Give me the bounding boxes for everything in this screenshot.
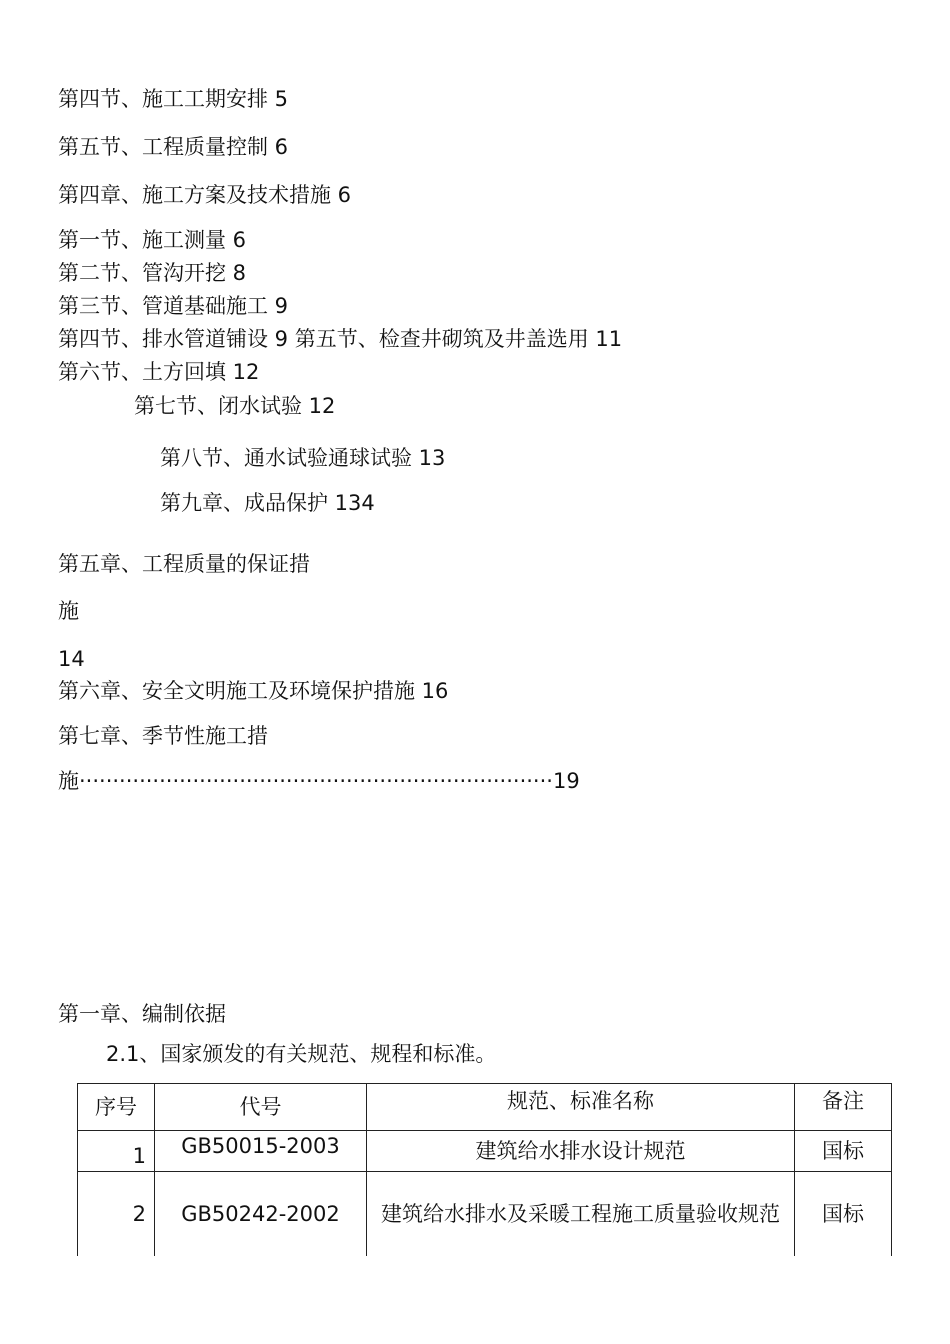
toc-entry: 第四章、施工方案及技术措施 6 <box>58 183 352 207</box>
cell-no: 1 <box>78 1131 155 1172</box>
toc-entry-with-leader <box>58 767 580 795</box>
chapter-heading: 第一章、编制依据 <box>58 1002 226 1026</box>
table-row <box>78 1172 892 1257</box>
dot-leader: ······································································· <box>79 769 553 793</box>
header-no: 序号 <box>78 1084 155 1131</box>
toc-entry: 第七章、季节性施工措 <box>58 724 268 748</box>
header-name: 规范、标准名称 <box>367 1084 795 1131</box>
table-row <box>78 1131 892 1172</box>
cell-name: 建筑给水排水及采暖工程施工质量验收规范 <box>367 1172 795 1257</box>
toc-entry: 第六章、安全文明施工及环境保护措施 16 <box>58 679 449 703</box>
toc-entry: 第五节、工程质量控制 6 <box>58 135 289 159</box>
toc-entry: 施 <box>58 599 79 623</box>
toc-entry: 第九章、成品保护 134 <box>160 491 375 515</box>
toc-entry: 第五章、工程质量的保证措 <box>58 552 310 576</box>
cell-note: 国标 <box>795 1131 892 1172</box>
header-code: 代号 <box>155 1084 367 1131</box>
toc-entry: 第七节、闭水试验 12 <box>134 394 336 418</box>
cell-no: 2 <box>78 1172 155 1257</box>
cell-code: GB50015-2003 <box>155 1131 367 1172</box>
toc-page-number: 19 <box>552 769 580 793</box>
header-note: 备注 <box>795 1084 892 1131</box>
section-heading: 2.1、国家颁发的有关规范、规程和标准。 <box>106 1042 497 1066</box>
toc-entry-text: 施 <box>58 769 79 793</box>
cell-note: 国标 <box>795 1172 892 1257</box>
table-header-row <box>78 1084 892 1131</box>
standards-table <box>77 1083 892 1256</box>
toc-entry: 第三节、管道基础施工 9 <box>58 294 289 318</box>
toc-entry: 第四节、施工工期安排 5 <box>58 87 289 111</box>
cell-name: 建筑给水排水设计规范 <box>367 1131 795 1172</box>
cell-code: GB50242-2002 <box>155 1172 367 1257</box>
toc-entry: 第二节、管沟开挖 8 <box>58 261 247 285</box>
toc-entry: 第六节、土方回填 12 <box>58 360 260 384</box>
toc-entry: 第一节、施工测量 6 <box>58 228 247 252</box>
toc-entry: 第四节、排水管道铺设 9 第五节、检查井砌筑及井盖选用 11 <box>58 327 623 351</box>
toc-entry: 14 <box>58 647 85 671</box>
toc-entry: 第八节、通水试验通球试验 13 <box>160 446 446 470</box>
